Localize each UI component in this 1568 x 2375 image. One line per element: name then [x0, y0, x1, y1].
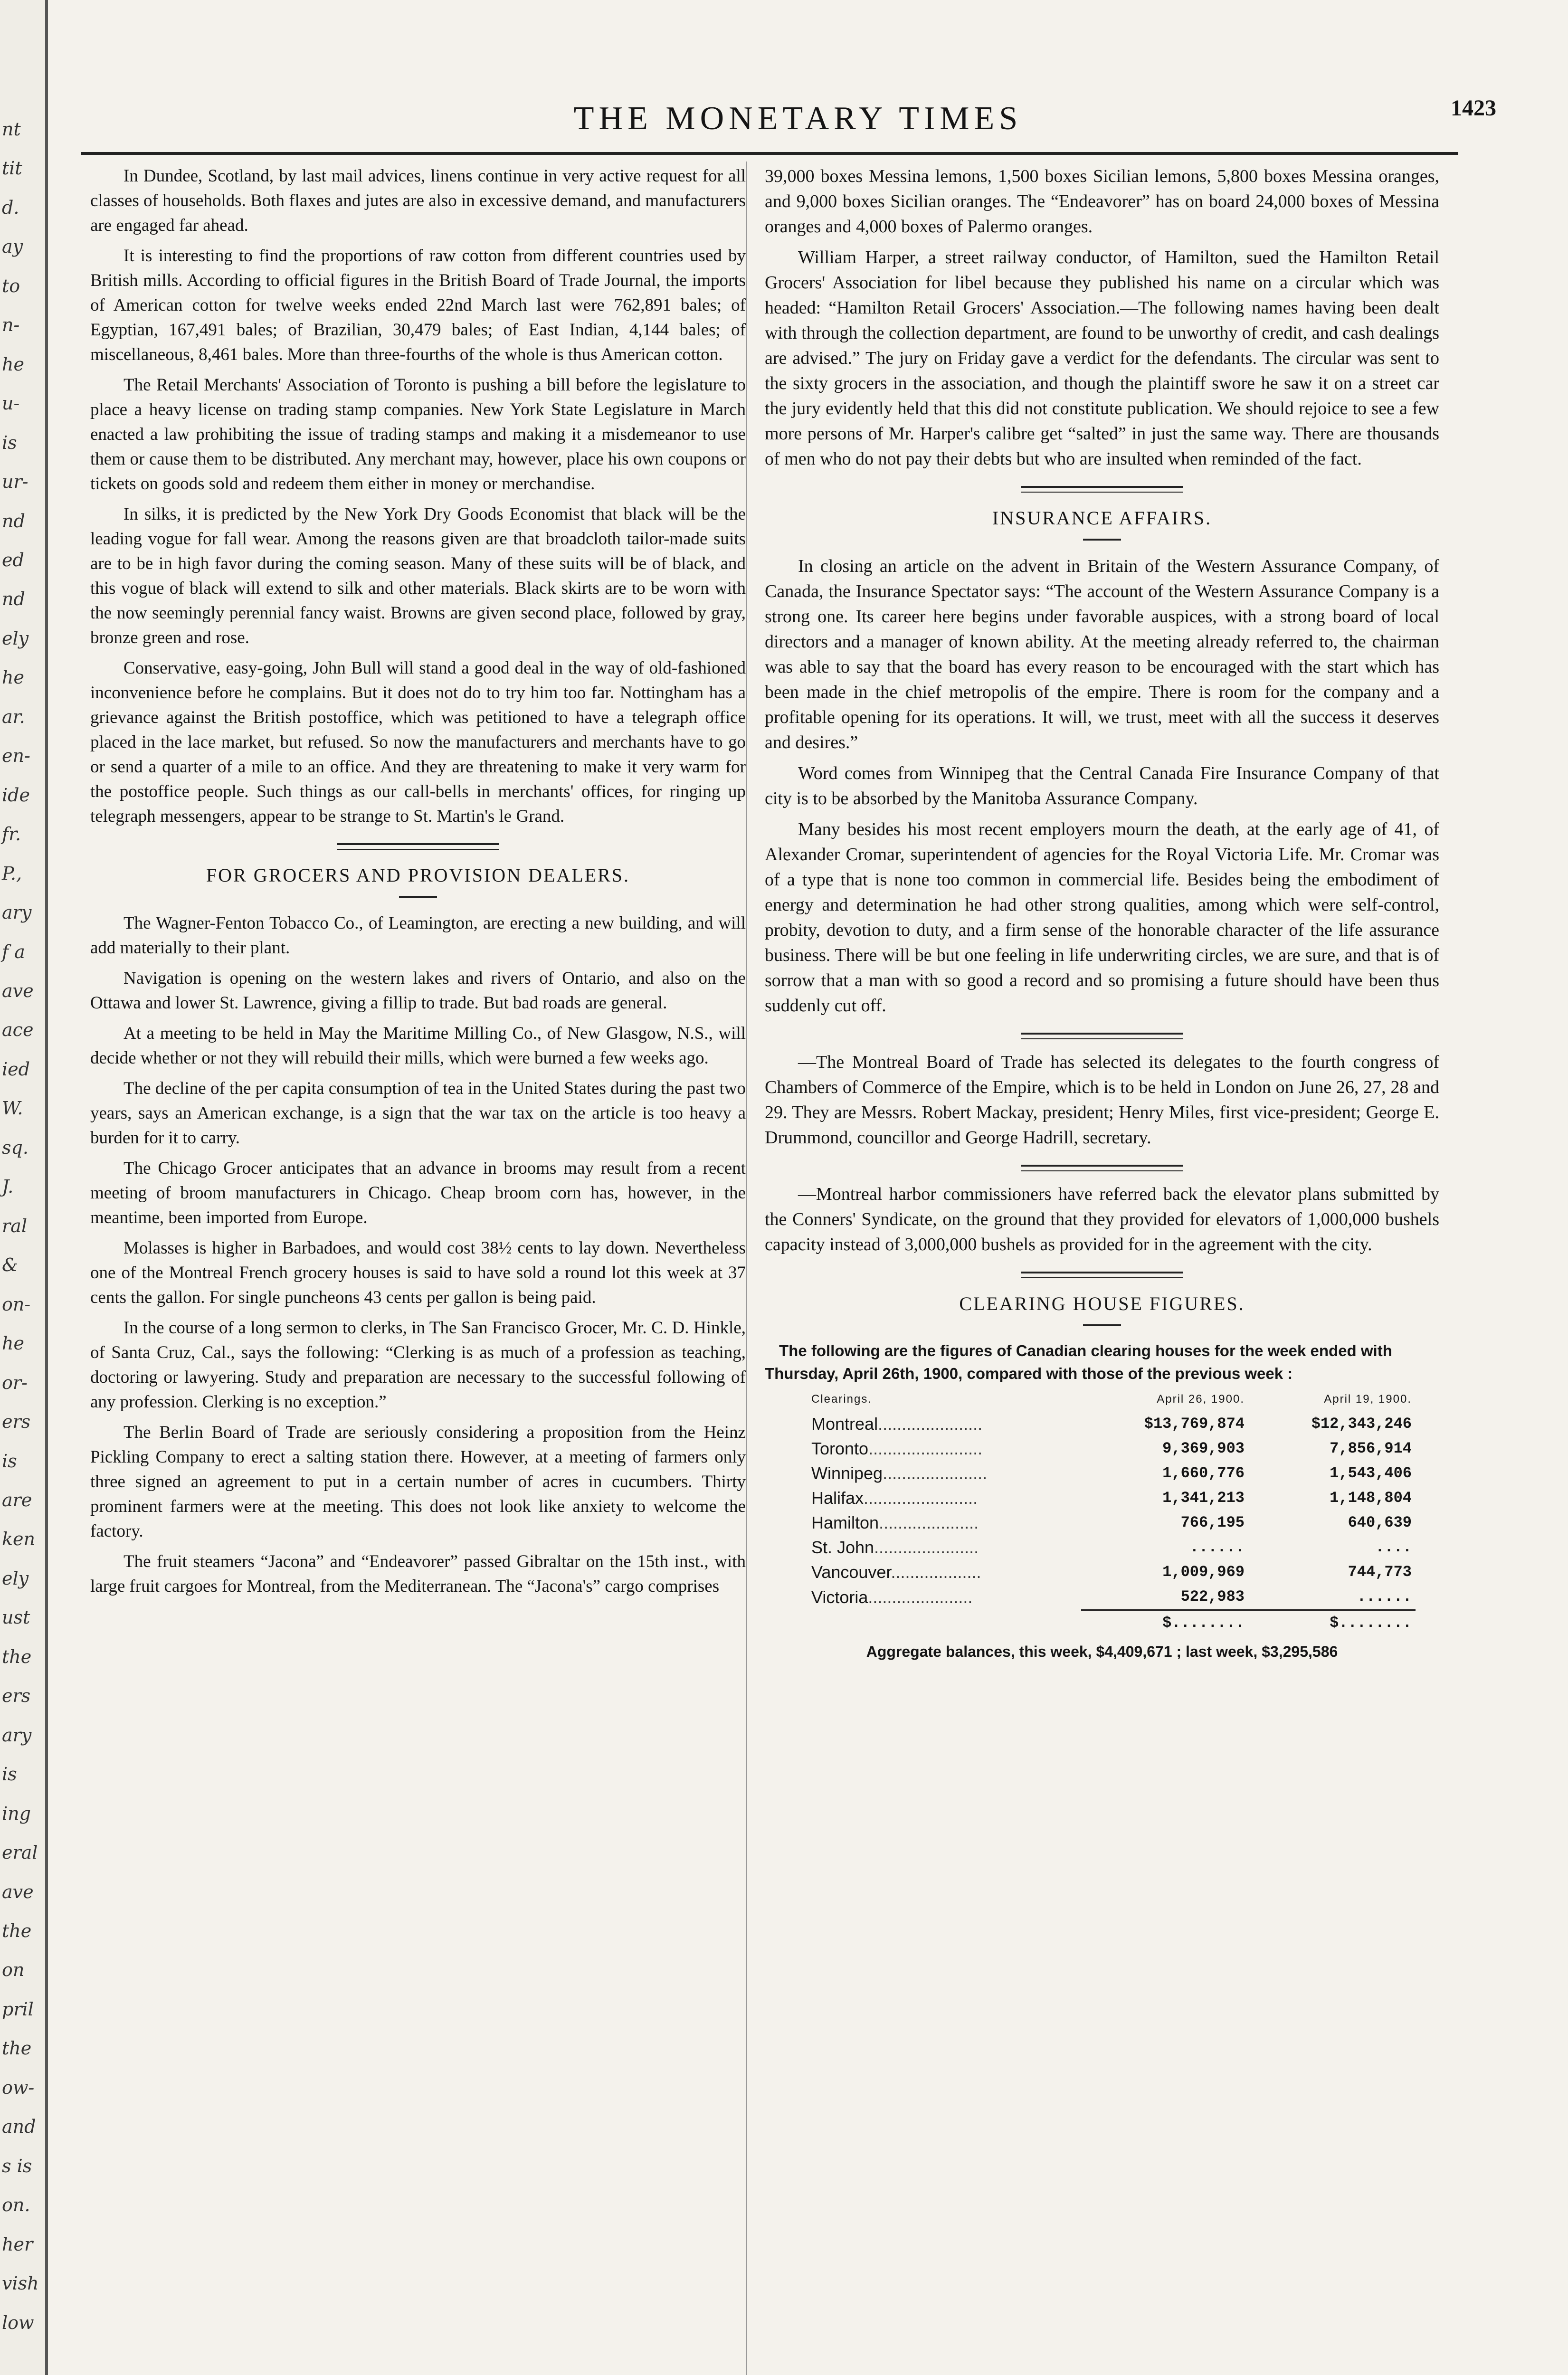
- grocers-paragraph: The decline of the per capita consumption of tea in the United States during the past two years, says an American exchange, is a sign that the war tax on the article is too heavy a burden for it to carry.: [90, 1079, 746, 1148]
- grocers-paragraph: Navigation is opening on the western lakes and rivers of Ontario, and also on the Ottawa and lower St. Lawrence, giving a fillip to trade. But bad roads are general.: [90, 969, 746, 1013]
- gutter-fragment: s is: [2, 2155, 32, 2176]
- gutter-fragment: J.: [2, 1176, 14, 1197]
- section-dash: [1083, 1324, 1121, 1326]
- leader-dots: ......................: [878, 1414, 983, 1434]
- article-paragraph: William Harper, a street railway conductor, of Hamilton, sued the Hamilton Retail Grocers' Association for libel because they published his name on a circular which was headed: “Hamilton Retail Grocers' Association.—The following names having been dealt with through the collection department, are found to be unworthy of credit, and cash dealings are advised.” The jury on Friday gave a verdict for the defendants. The circular was sent to the sixty grocers in the association, and though the plaintiff swore he saw it on a street car the jury evidently held that this did not constitute publication. We should rejoice to see a few more persons of Mr. Harper's calibre get “salted” in just the same way. There are thousands of men who do not pay their debts but who are insulted when reminded of the fact.: [765, 247, 1439, 469]
- this-week-value: 1,660,776: [1162, 1464, 1245, 1482]
- gutter-fragment: ely: [2, 1568, 29, 1589]
- leader-dots: ...................: [891, 1562, 981, 1582]
- gutter-fragment: the: [2, 1920, 32, 1941]
- gutter-fragment: d.: [2, 197, 19, 218]
- right-column: [765, 164, 1439, 2375]
- gutter-fragment: or-: [2, 1372, 28, 1393]
- city-name: Toronto: [811, 1439, 869, 1458]
- gutter-fragment: en-: [2, 745, 30, 767]
- gutter-fragment: ow-: [2, 2077, 35, 2098]
- this-week-value: 766,195: [1180, 1514, 1245, 1531]
- this-week-value: 522,983: [1180, 1588, 1245, 1606]
- clearing-section-heading: CLEARING HOUSE FIGURES.: [959, 1293, 1245, 1314]
- table-row: [808, 1510, 1416, 1535]
- table-row: [808, 1412, 1416, 1436]
- article-paragraph: Conservative, easy-going, John Bull will stand a good deal in the way of old-fashioned inconvenience before he complains. But it does not do to try him too far. Nottingham has a grievance against the British postoffice, which was petitioned to have a telegraph office placed in the lace market, but refused. So now the manufacturers and merchants have to go or send a quarter of a mile to an office. And they are threatening to make it very warm for the postoffice people. Such things as our call-bells in merchants' offices, for ringing up telegraph messengers, appear to be strange to St. Martin's le Grand.: [90, 658, 746, 826]
- gutter-fragment: W.: [2, 1098, 23, 1119]
- column-divider: [746, 162, 747, 2375]
- gutter-fragment: is: [2, 432, 17, 453]
- gutter-fragment: on.: [2, 2194, 30, 2216]
- city-name: Halifax: [811, 1488, 864, 1508]
- gutter-fragment: to: [2, 275, 20, 296]
- gutter-fragment: ary: [2, 1724, 32, 1746]
- gutter-fragment: her: [2, 2233, 33, 2255]
- gutter-fragment: nt: [2, 119, 21, 140]
- gutter-fragment: ace: [2, 1019, 34, 1041]
- gutter-fragment: tit: [2, 158, 22, 179]
- gutter-fragment: he: [2, 667, 24, 688]
- last-week-value: 1,543,406: [1330, 1464, 1412, 1482]
- table-row: [808, 1535, 1416, 1560]
- section-rule: [1021, 486, 1183, 493]
- table-row: [808, 1585, 1416, 1610]
- montreal-board-paragraph: —The Montreal Board of Trade has selected its delegates to the fourth congress of Chambers of Commerce of the Empire, which is to be held in London on June 26, 27, 28 and 29. They are Messrs. Robert Mackay, president; Henry Miles, first vice-president; George E. Drummond, councillor and George Hadrill, secretary.: [765, 1052, 1439, 1148]
- gutter-fragment: sq.: [2, 1137, 29, 1158]
- last-week-value: 744,773: [1348, 1563, 1412, 1581]
- article-paragraph: In Dundee, Scotland, by last mail advices, linens continue in very active request for all classes of households. Both flaxes and jutes are also in excessive demand, and manufacturers are engaged far ahead.: [90, 166, 746, 235]
- gutter-fragment: fr.: [2, 824, 21, 845]
- gutter-fragment: ur-: [2, 471, 29, 493]
- leader-dots: .....................: [879, 1513, 979, 1532]
- gutter-fragment: the: [2, 1646, 32, 1667]
- masthead-rule: [81, 152, 1458, 155]
- gutter-fragment: is: [2, 1450, 17, 1472]
- gutter-fragment: ely: [2, 627, 29, 649]
- gutter-fragment: ken: [2, 1529, 35, 1550]
- gutter-fragment: &: [2, 1254, 18, 1276]
- gutter-fragment: is: [2, 1764, 17, 1785]
- gutter-fragment: ing: [2, 1803, 31, 1824]
- left-column: [90, 164, 746, 2375]
- last-week-value: ....: [1375, 1539, 1412, 1556]
- table-row: [808, 1436, 1416, 1461]
- gutter-fragment: ed: [2, 550, 24, 571]
- this-week-value: 9,369,903: [1162, 1440, 1245, 1457]
- montreal-harbor-paragraph: —Montreal harbor commissioners have referred back the elevator plans submitted by the Conners' Syndicate, on the ground that they provided for elevators of 1,000,000 bushels capacity instead of 3,000,000 bushels as provided for in the agreement with the city.: [765, 1184, 1439, 1254]
- gutter-fragment: eral: [2, 1842, 38, 1863]
- insurance-paragraph: In closing an article on the advent in Britain of the Western Assurance Company, of Canada, the Insurance Spectator says: “The account of the Western Assurance Company is a strong one. Its career here begins under favorable auspices, with a strong board of local directors and a manager of known ability. At the meeting already referred to, the chairman was able to say that the board has every reason to be encouraged with the start which has been made in the chief metropolis of the empire. There is room for the company and a profitable opening for its operations. It will, we trust, meet with all the success it deserves and desires.”: [765, 556, 1439, 752]
- gutter-fragment: n-: [2, 314, 20, 336]
- gutter-fragment: nd: [2, 589, 25, 610]
- grocers-paragraph: The fruit steamers “Jacona” and “Endeavorer” passed Gibraltar on the 15th inst., with large fruit cargoes for Montreal, from the Mediterranean. The “Jacona's” cargo comprises: [90, 1552, 746, 1596]
- gutter-fragment: u-: [2, 393, 20, 414]
- section-rule: [337, 843, 499, 850]
- gutter-fragment: ust: [2, 1607, 30, 1628]
- grocers-paragraph: Molasses is higher in Barbadoes, and would cost 38½ cents to lay down. Nevertheless one of the Montreal French grocery houses is said to have sold a round lot this week at 37 cents the gallon. For single puncheons 43 cents per gallon is being paid.: [90, 1238, 746, 1307]
- leader-dots: ......................: [883, 1463, 988, 1483]
- grocers-paragraph: The Wagner-Fenton Tobacco Co., of Leamington, are erecting a new building, and will add materially to their plant.: [90, 913, 746, 958]
- table-row: [808, 1486, 1416, 1510]
- grocers-paragraph: The Berlin Board of Trade are seriously considering a proposition from the Heinz Pickling Company to erect a salting station there. However, at a meeting of farmers only three signed an agreement to put in a certain number of acres in cucumbers. Thirty prominent farmers were at the meeting. This does not look like anxiety to welcome the factory.: [90, 1423, 746, 1541]
- grocers-paragraph: At a meeting to be held in May the Maritime Milling Co., of New Glasgow, N.S., will decide whether or not they will rebuild their mills, which were burned a few weeks ago.: [90, 1024, 746, 1068]
- gutter-fragment: low: [2, 2312, 34, 2333]
- gutter-fragment: ied: [2, 1058, 30, 1080]
- section-dash: [1083, 539, 1121, 541]
- city-name: Winnipeg: [811, 1463, 883, 1483]
- masthead: [86, 90, 1511, 157]
- last-week-value: 640,639: [1348, 1514, 1412, 1531]
- page-title: THE MONETARY TIMES: [573, 100, 1023, 137]
- table-row: [808, 1461, 1416, 1486]
- previous-page-gutter: [0, 0, 48, 2375]
- gutter-fragment: on: [2, 1959, 25, 1981]
- gutter-fragment: ers: [2, 1411, 31, 1433]
- gutter-fragment: vish: [2, 2273, 39, 2294]
- gutter-fragment: he: [2, 1333, 24, 1354]
- section-rule: [1021, 1165, 1183, 1171]
- this-week-value: 1,009,969: [1162, 1563, 1245, 1581]
- table-total-row: [808, 1610, 1416, 1636]
- leader-dots: ........................: [864, 1488, 978, 1508]
- city-name: Vancouver: [811, 1562, 891, 1582]
- section-dash: [399, 896, 437, 898]
- column-header-last-week: April 19, 1900.: [1324, 1393, 1412, 1406]
- gutter-fragment: pril: [2, 1998, 34, 2020]
- section-rule: [1021, 1272, 1183, 1278]
- gutter-fragment: he: [2, 353, 24, 375]
- city-name: Hamilton: [811, 1513, 879, 1532]
- table-header-row: [808, 1387, 1416, 1412]
- column-header-this-week: April 26, 1900.: [1157, 1393, 1245, 1406]
- clearing-intro: The following are the figures of Canadian clearing houses for the week ended with Thursday, April 26th, 1900, compared with those of the previous week :: [765, 1342, 1392, 1382]
- gutter-fragment: ral: [2, 1215, 27, 1236]
- gutter-fragment: P.,: [2, 863, 22, 884]
- last-week-total: $........: [1248, 1610, 1416, 1636]
- leader-dots: ......................: [874, 1538, 979, 1557]
- city-name: St. John: [811, 1538, 874, 1557]
- article-paragraph: In silks, it is predicted by the New York Dry Goods Economist that black will be the leading vogue for fall wear. Among the reasons given are that broadcloth tailor-made suits are to be in high favor during the coming season. Many of these suits will be of black, and this vogue of black will extend to silk and other materials. Black skirts are to be worn with the now seemingly perennial fancy waist. Browns are given second place, followed by gray, bronze green and rose.: [90, 504, 746, 647]
- grocers-paragraph: The Chicago Grocer anticipates that an advance in brooms may result from a recent meeting of broom manufacturers in Chicago. Cheap broom corn has, however, in the meantime, been imported from Europe.: [90, 1159, 746, 1227]
- gutter-fragment: ers: [2, 1685, 31, 1707]
- leader-dots: ......................: [868, 1587, 973, 1607]
- article-paragraph: The Retail Merchants' Association of Toronto is pushing a bill before the legislature to place a heavy license on trading stamp companies. New York State Legislature in March enacted a law prohibiting the issue of trading stamps and making it a misdemeanor to use them or cause them to be distributed. Any merchant may, however, place his own coupons or tickets on goods sold and redeem them either in money or merchandise.: [90, 375, 746, 494]
- article-paragraph: 39,000 boxes Messina lemons, 1,500 boxes Sicilian lemons, 5,800 boxes Messina oranges, and 9,000 boxes Sicilian oranges. The “Endeavorer” has on board 24,000 boxes of Messina oranges and 4,000 boxes of Palermo oranges.: [765, 166, 1439, 237]
- gutter-fragment: ar.: [2, 706, 25, 727]
- grocers-section-heading: FOR GROCERS AND PROVISION DEALERS.: [206, 864, 630, 886]
- gutter-fragment: ave: [2, 1881, 34, 1902]
- city-name: Victoria: [811, 1587, 868, 1607]
- article-paragraph: It is interesting to find the proportions of raw cotton from different countries used by British mills. According to official figures in the British Board of Trade Journal, the imports of American cotton for twelve weeks ended 22nd March last were 762,891 bales; of Egyptian, 167,491 bales; of Brazilian, 30,479 bales; of East Indian, 4,144 bales; of miscellaneous, 8,461 bales. More than three-fourths of the whole is thus American cotton.: [90, 246, 746, 364]
- city-name: Montreal: [811, 1414, 878, 1434]
- clearing-house-table: [808, 1387, 1416, 1635]
- gutter-fragment: ary: [2, 902, 32, 923]
- grocers-paragraph: In the course of a long sermon to clerks, in The San Francisco Grocer, Mr. C. D. Hinkle, of Santa Cruz, Cal., says the following: “Clerking is as much of a profession as teaching, doctoring or lawyering. Study and preparation are necessary to the successful following of any profession. Clerking is no exception.”: [90, 1318, 746, 1412]
- last-week-value: ......: [1357, 1588, 1412, 1606]
- insurance-paragraph: Many besides his most recent employers mourn the death, at the early age of 41, of Alexander Cromar, superintendent of agencies for the Royal Victoria Life. Mr. Cromar was of a type that is none too common in commercial life. Besides being the embodiment of energy and determination he had other strong qualities, among which were self-control, probity, devotion to duty, and a firm sense of the honorable character of the life assurance business. There will be but one feeling in life underwriting circles, we are sure, and that is of sorrow that a man with so good a record and so promising a future should have been thus suddenly cut off.: [765, 819, 1439, 1016]
- gutter-fragment: f a: [2, 941, 25, 962]
- insurance-section-heading: INSURANCE AFFAIRS.: [992, 507, 1212, 529]
- table-row: [808, 1560, 1416, 1585]
- last-week-value: $12,343,246: [1311, 1415, 1412, 1433]
- gutter-fragment: ave: [2, 980, 34, 1002]
- gutter-fragment: ay: [2, 236, 23, 257]
- this-week-value: 1,341,213: [1162, 1489, 1245, 1507]
- leader-dots: ........................: [868, 1439, 983, 1458]
- this-week-value: ......: [1189, 1539, 1245, 1556]
- this-week-total: $........: [1081, 1610, 1248, 1636]
- gutter-fragment: the: [2, 2038, 32, 2059]
- column-header-clearings: Clearings.: [811, 1393, 873, 1406]
- gutter-fragment: ide: [2, 784, 30, 806]
- section-rule: [1021, 1033, 1183, 1039]
- gutter-fragment: and: [2, 2116, 36, 2138]
- insurance-paragraph: Word comes from Winnipeg that the Central Canada Fire Insurance Company of that city is to be absorbed by the Manitoba Assurance Company.: [765, 763, 1439, 808]
- this-week-value: $13,769,874: [1144, 1415, 1245, 1433]
- page-number: 1423: [1451, 95, 1496, 121]
- gutter-fragment: are: [2, 1489, 32, 1510]
- last-week-value: 1,148,804: [1330, 1489, 1412, 1507]
- last-week-value: 7,856,914: [1330, 1440, 1412, 1457]
- gutter-fragment: nd: [2, 510, 25, 532]
- gutter-fragment: on-: [2, 1293, 31, 1315]
- aggregate-balances: Aggregate balances, this week, $4,409,671 ; last week, $3,295,586: [866, 1643, 1338, 1660]
